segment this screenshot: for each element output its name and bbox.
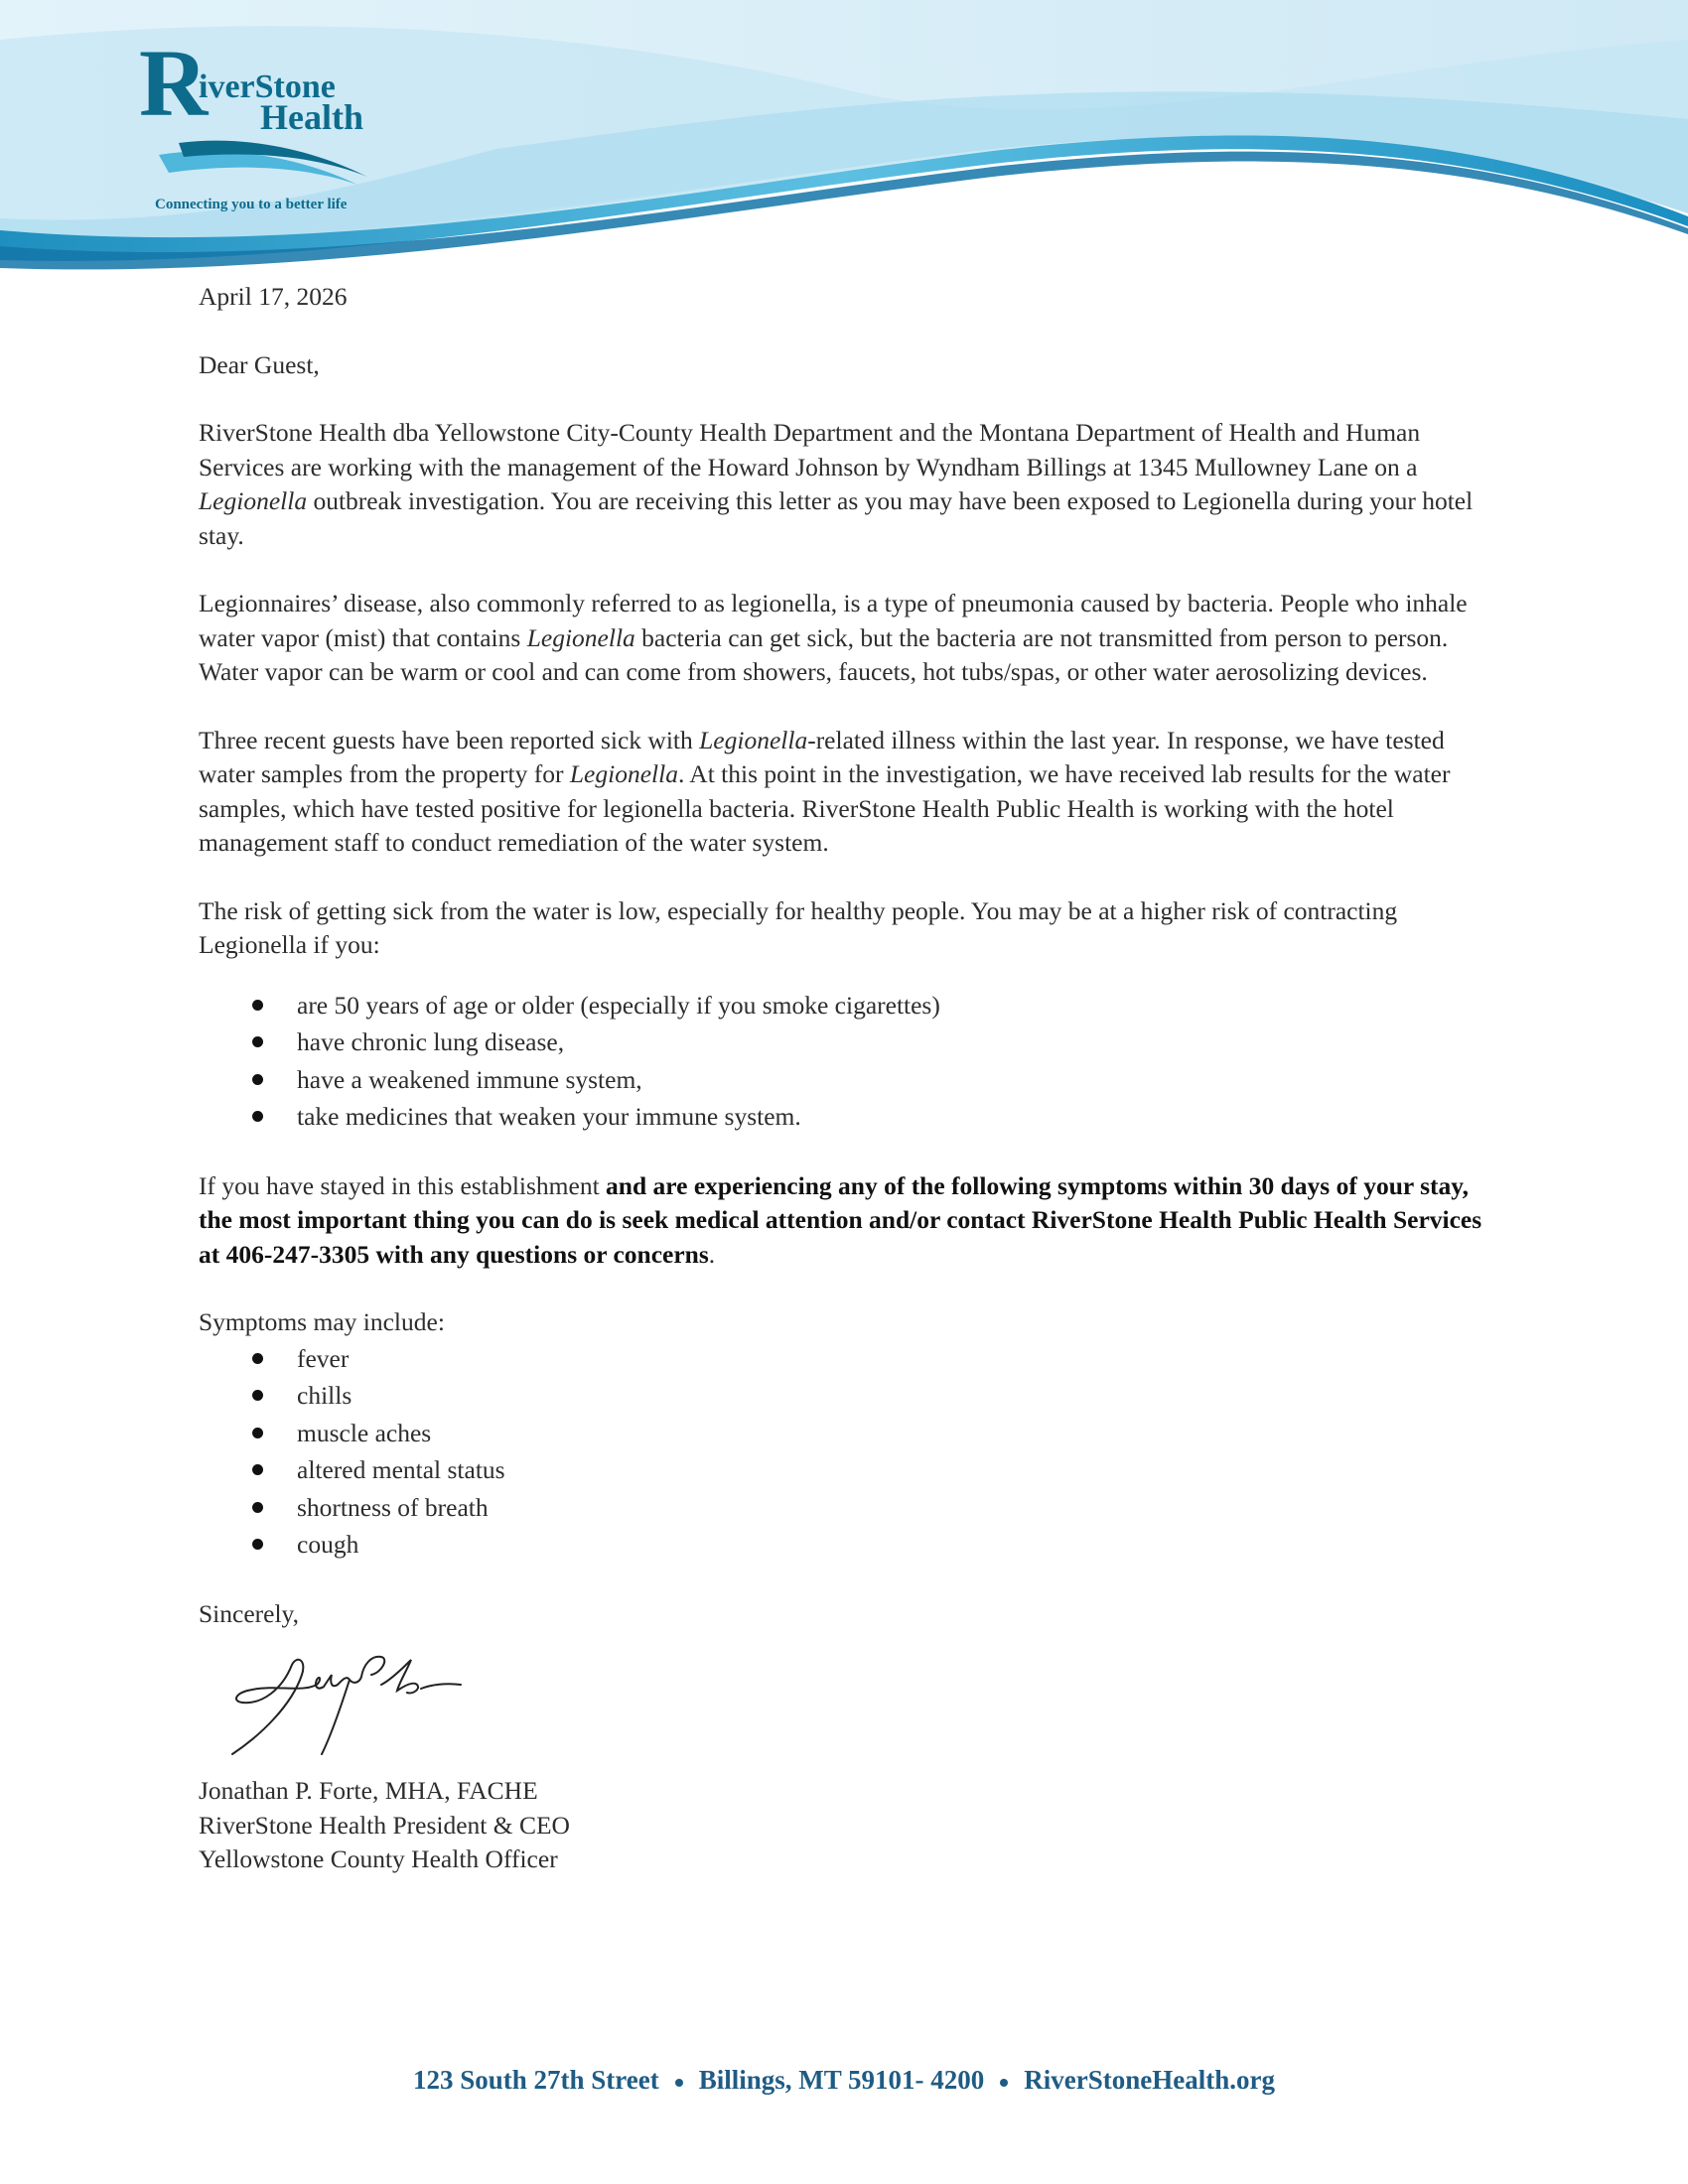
list-item: take medicines that weaken your immune system. xyxy=(199,1098,1499,1136)
list-item: are 50 years of age or older (especially if you smoke cigarettes) xyxy=(199,987,1499,1024)
bullet-separator-icon xyxy=(1000,2079,1008,2087)
list-item: muscle aches xyxy=(199,1415,1499,1452)
footer-city: Billings, MT 59101- 4200 xyxy=(698,2065,985,2095)
list-item: fever xyxy=(199,1340,1499,1378)
footer-address xyxy=(0,2065,1688,2096)
list-item: have chronic lung disease, xyxy=(199,1024,1499,1061)
bullet-separator-icon xyxy=(675,2079,683,2087)
signer-name: Jonathan P. Forte, MHA, FACHE xyxy=(199,1776,538,1805)
letter-body xyxy=(199,280,1499,1877)
signer-title: RiverStone Health President & CEO xyxy=(199,1810,570,1840)
symptom-list xyxy=(199,1340,1499,1564)
list-item: cough xyxy=(199,1526,1499,1564)
paragraph-contact: If you have stayed in this establishment and are experiencing any of the following symptoms within 30 days of your stay, the most important thing you can do is seek medical attention and/or contact RiverStone Health Public Health Services at 406-247-3305 with any questions or concerns. xyxy=(199,1170,1482,1269)
signer-office: Yellowstone County Health Officer xyxy=(199,1844,558,1873)
paragraph-risk: The risk of getting sick from the water is low, especially for healthy people. You may be at a higher risk of contracting Legionella if you: xyxy=(199,895,1398,959)
list-item: shortness of breath xyxy=(199,1489,1499,1527)
symptoms-intro: Symptoms may include: xyxy=(199,1307,445,1336)
closing: Sincerely, xyxy=(199,1598,300,1628)
risk-factor-list xyxy=(199,987,1499,1136)
signature-image xyxy=(222,1645,500,1764)
logo-word-riverstone: iverStone xyxy=(199,68,336,105)
footer-street: 123 South 27th Street xyxy=(412,2065,659,2095)
footer-website[interactable]: RiverStoneHealth.org xyxy=(1024,2065,1275,2095)
paragraph-outbreak: RiverStone Health dba Yellowstone City-County Health Department and the Montana Department of Health and Human Services are working with the management of the Howard Johnson by Wyndham Billings at 1345 Mullowney Lane on a Legionella outbreak investigation. You are receiving this letter as you may have been exposed to Legionella during your hotel stay. xyxy=(199,418,1474,550)
logo-word-health: Health xyxy=(260,97,363,137)
greeting: Dear Guest, xyxy=(199,349,320,379)
paragraph-disease-info: Legionnaires’ disease, also commonly referred to as legionella, is a type of pneumonia caused by bacteria. People who inhale water vapor (mist) that contains Legionella bacteria can get sick, but the bacteria are not transmitted from person to person. Water vapor can be warm or cool and can come from showers, faucets, hot tubs/spas, or other water aerosolizing devices. xyxy=(199,589,1468,686)
list-item: have a weakened immune system, xyxy=(199,1061,1499,1099)
riverstone-health-logo xyxy=(139,30,397,224)
list-item: altered mental status xyxy=(199,1451,1499,1489)
list-item: chills xyxy=(199,1377,1499,1415)
logo-initial: R xyxy=(139,30,209,136)
paragraph-investigation: Three recent guests have been reported sick with Legionella-related illness within the last year. In response, we have tested water samples from the property for Legionella. At this point in the investigation, we have received lab results for the water samples, which have tested positive for legionella bacteria. RiverStone Health Public Health is working with the hotel management staff to conduct remediation of the water system. xyxy=(199,725,1451,857)
logo-tagline: Connecting you to a better life xyxy=(155,197,348,212)
letter-date: April 17, 2026 xyxy=(199,282,348,311)
